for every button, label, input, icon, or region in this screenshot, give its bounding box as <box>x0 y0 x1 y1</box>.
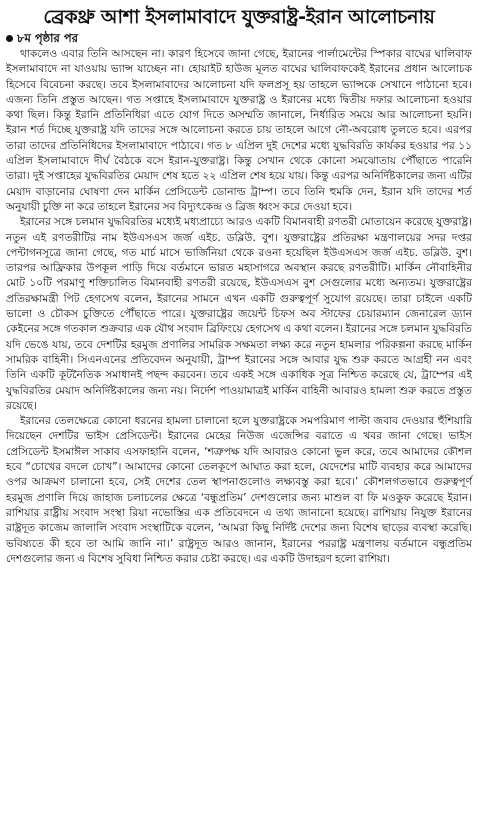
article-headline: ব্রেকথ্রু আশা ইসলামাবাদে যুক্তরাষ্ট্র-ইরান আলোচনায় <box>43 6 435 28</box>
article-paragraph-1: থাকলেও এবার তিনি আসছেন না। কারণ হিসেবে জানা গেছে, ইরানের পার্লামেন্টের স্পিকার বাঘের ঘালিবাফ ইসলামাবাদে না যাওয়ায় ভ্যান্স যাচ্ছেন না। হোয়াইট হাউজ মূলত বাঘের ঘালিবাফকেই ইরানের প্রধান আলোচক হিসেবে বিবেচনা করছে। তবে ইসলামাবাদের আলোচনা যদি ফলপ্রসূ হয় তাহলে ভ্যান্সকে সেখানে পাঠানো হবে। এজন্য তিনি প্রস্তুত আছেন। গত সপ্তাহে ইসলামাবাদে যুক্তরাষ্ট্র ও ইরানের মধ্যে দ্বিতীয় দফার আলোচনা হওয়ার কথা ছিল। কিন্তু ইরানি প্রতিনিধিরা এতে যোগ দিতে অসম্মতি জানালে, নির্ধারিত সময়ে আর আলোচনা হয়নি। ইরান শর্ত দিচ্ছে যুক্তরাষ্ট্র যদি তাদের সঙ্গে আলোচনা করতে চায় তাহলে আগে নৌ-অবরোধ তুলতে হবে। এরপর তারা তাদের প্রতিনিধিদের ইসলামাবাদে পাঠাবে। গত ৮ এপ্রিল দুই দেশের মধ্যে যুদ্ধবিরতি কার্যকর হওয়ার পর ১১ এপ্রিল ইসলামাবাদে দীর্ঘ বৈঠকে বসে ইরান-যুক্তরাষ্ট্র। কিন্তু সেখান থেকে কোনো সমঝোতায় পৌঁছাতে পারেনি তারা। দুই সপ্তাহের যুদ্ধবিরতির মেয়াদ শেষ হতে ২২ এপ্রিল শেষ হয়ে যায়। কিন্তু এরপর অনির্দিষ্টকালের জন্য এটির মেয়াদ বাড়ানোর ঘোষণা দেন মার্কিন প্রেসিডেন্ট ডোনাল্ড ট্রাম্প। তবে তিনি হুমকি দেন, ইরান যদি তাদের শর্ত অনুযায়ী চুক্তি না করে তাহলে ইরানের সব বিদ্যুৎকেন্দ্র ও ব্রিজ ধ্বংস করে দেওয়া হবে। <box>6 48 472 213</box>
article-paragraph-3: ইরানের তেলক্ষেত্রে কোনো ধরনের হামলা চালানো হলে যুক্তরাষ্ট্রকে সমপরিমাণ পাল্টা জবাব দেওয়ার হুঁশিয়ারি দিয়েছেন দেশটির ভাইস প্রেসিডেন্ট। ইরানের মেহের নিউজ এজেন্সির বরাতে এ খবর জানা গেছে। ভাইস প্রেসিডেন্ট ইসমাঈল সাকাব এসফাহানি বলেন, ‘শত্রুপক্ষ যদি আবারও কোনো ভুল করে, তবে আমাদের কৌশল হবে “চোখের বদলে চোখ”। আমাদের কোনো তেলকূপে আঘাত করা হলে, যেদেশের মাটি ব্যবহার করে আমাদের ওপর আক্রমণ চালানো হবে, সেই দেশের তেল স্থাপনাগুলোও লক্ষ্যবস্তু করা হবে।’ কৌশলগতভাবে গুরুত্বপূর্ণ হরমুজ প্রণালি দিয়ে জাহাজ চলাচলের ক্ষেত্রে ‘বন্ধুপ্রতিম’ দেশগুলোর জন্য মাশুল বা ফি মওকুফ করেছে ইরান। রাশিয়ার রাষ্ট্রীয় সংবাদ সংস্থা রিয়া নভোস্তির এক প্রতিবেদনে এ তথ্য জানানো হয়েছে। রাশিয়ায় নিযুক্ত ইরানের রাষ্ট্রদূত কাজেম জালালি সংবাদ সংস্থাটিকে বলেন, ‘আমরা কিছু নির্দিষ্ট দেশের জন্য বিশেষ ছাড়ের ব্যবস্থা করেছি। ভবিষ্যতে কী হবে তা আমি জানি না।’ রাষ্ট্রদূত আরও জানান, ইরানের পররাষ্ট্র মন্ত্রণালয় বর্তমানে বন্ধুপ্রতিম দেশগুলোর জন্য এ বিশেষ সুবিধা নিশ্চিত করার চেষ্টা করছে। এর একটি উদাহরণ হলো রাশিয়া। <box>6 415 472 565</box>
article-paragraph-2: ইরানের সঙ্গে চলমান যুদ্ধবিরতির মধ্যেই মধ্যপ্রাচ্যে আরও একটি বিমানবাহী রণতরী মোতায়েন করেছে যুক্তরাষ্ট্র। নতুন এই রণতরীটির নাম ইউএসএস জর্জ এইচ. ডব্লিউ. বুশ। যুক্তরাষ্ট্রের প্রতিরক্ষা মন্ত্রণালয়ের সদর দপ্তর পেন্টাগনসূত্রে জানা গেছে, গত মার্চ মাসে ভার্জিনিয়া থেকে রওনা হয়েছিল ইউএসএস জর্জ এইচ. ডব্লিউ. বুশ। তারপর আফ্রিকার উপকূল পাড়ি দিয়ে বর্তমানে ভারত মহাসাগরে অবস্থান করছে রণতরীটি। মার্কিন নৌবাহিনীর মোট ১০টি পরমাণু শক্তিচালিত বিমানবাহী রণতরী রয়েছে, ইউএসএস বুশ সেগুলোর মধ্যে অন্যতম। যুক্তরাষ্ট্রের প্রতিরক্ষামন্ত্রী পিট হেগসেথ বলেন, ইরানের সামনে এখন একটি গুরুত্বপূর্ণ সুযোগ রয়েছে। তারা চাইলে একটি ভালো ও চৌকস চুক্তিতে পৌঁছাতে পারে। যুক্তরাষ্ট্রের জয়েন্ট চিফস অব স্টাফের চেয়ারম্যান জেনারেল ড্যান কেইনের সঙ্গে গতকাল শুক্রবার এক যৌথ সংবাদ ব্রিফিংয়ে হেগসেথ এ কথা বলেন। ইরানের সঙ্গে চলমান যুদ্ধবিরতি যদি ভেঙে যায়, তবে দেশটির হরমুজ প্রণালির সামরিক সক্ষমতা লক্ষ্য করে নতুন হামলার পরিকল্পনা করছে মার্কিন সামরিক বাহিনী। সিএনএনের প্রতিবেদন অনুযায়ী, ট্রাম্প ইরানের সঙ্গে আবার যুদ্ধ শুরু করতে আগ্রহী নন এবং তিনি একটি কূটনৈতিক সমাধানই পছন্দ করবেন। তবে একই সঙ্গে একাধিক সূত্র নিশ্চিত করেছে যে, ট্রাম্পের এই যুদ্ধবিরতির মেয়াদ অনির্দিষ্টকালের জন্য নয়। নির্দেশ পাওয়ামাত্রই মার্কিন বাহিনী আবারও হামলা শুরু করতে প্রস্তুত রয়েছে। <box>6 216 472 412</box>
continued-from-text: ৮ম পৃষ্ঠার পর <box>17 31 78 45</box>
continued-from-line <box>6 31 472 46</box>
bullet-icon <box>6 35 13 42</box>
